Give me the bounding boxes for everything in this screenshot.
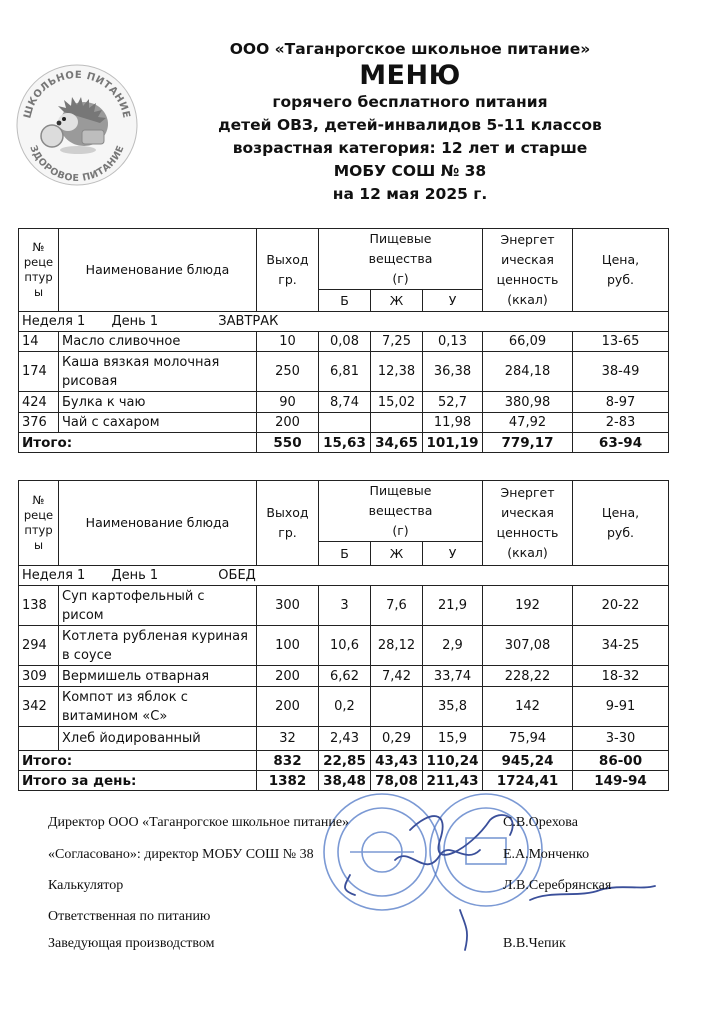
- energy-header: Энергет ическая ценность (ккал): [483, 481, 573, 566]
- day-total-row: Итого за день: 1382 38,48 78,08 211,43 1724,41 149-94: [19, 771, 669, 791]
- carbs-header: У: [423, 542, 483, 566]
- breakfast-total-row: Итого: 550 15,63 34,65 101,19 779,17 63-94: [19, 433, 669, 453]
- signature-role: Заведующая производством: [48, 936, 215, 951]
- dish-name-header: Наименование блюда: [59, 229, 257, 312]
- table-row: 294 Котлета рубленая куриная в соусе 100 10,6 28,12 2,9 307,08 34-25: [19, 626, 669, 666]
- signature-person: С.В.Орехова: [503, 815, 578, 830]
- yield-header: Выход гр.: [257, 481, 319, 566]
- dish-name-header: Наименование блюда: [59, 481, 257, 566]
- table-row: 342 Компот из яблок с витамином «С» 200 0,2 35,8 142 9-91: [19, 687, 669, 727]
- signature-row: [48, 878, 688, 898]
- signature-role: Директор ООО «Таганрогское школьное питание»: [48, 815, 350, 830]
- school-name: МОБУ СОШ № 38: [333, 162, 487, 180]
- day-label: День 1: [111, 314, 159, 329]
- signature-row: [48, 936, 688, 956]
- yield-header: Выход гр.: [257, 229, 319, 312]
- organization-name: ООО «Таганрогское школьное питание»: [229, 40, 591, 58]
- lunch-table: [18, 480, 669, 791]
- table-row: 14 Масло сливочное 10 0,08 7,25 0,13 66,09 13-65: [19, 332, 669, 352]
- signature-row: [48, 815, 688, 835]
- table-row: 309 Вермишель отварная 200 6,62 7,42 33,74 228,22 18-32: [19, 666, 669, 687]
- nutrients-header: Пищевые вещества (г): [319, 229, 483, 290]
- school-nutrition-logo: [14, 62, 140, 188]
- signature-row: [48, 909, 688, 929]
- fat-header: Ж: [371, 290, 423, 312]
- signature-role: Ответственная по питанию: [48, 909, 211, 924]
- meal-label: ЗАВТРАК: [218, 314, 279, 329]
- week-label: Неделя 1: [22, 314, 86, 329]
- price-header: Цена, руб.: [573, 481, 669, 566]
- subtitle-line-3: возрастная категория: 12 лет и старше: [232, 139, 588, 157]
- energy-header: Энергет ическая ценность (ккал): [483, 229, 573, 312]
- table-row: 138 Суп картофельный с рисом 300 3 7,6 21,9 192 20-22: [19, 586, 669, 626]
- menu-date: на 12 мая 2025 г.: [332, 185, 488, 203]
- signature-row: [48, 847, 688, 867]
- table-row: Хлеб йодированный 32 2,43 0,29 15,9 75,94 3-30: [19, 727, 669, 751]
- price-header: Цена, руб.: [573, 229, 669, 312]
- logo-bottom-text: ЗДОРОВОЕ ПИТАНИЕ: [27, 143, 127, 185]
- protein-header: Б: [319, 542, 371, 566]
- week-label: Неделя 1: [22, 568, 86, 583]
- lunch-section-row: [19, 566, 669, 586]
- signature-person: Е.А.Монченко: [503, 847, 590, 862]
- document-header: [150, 40, 670, 206]
- logo-top-text: ШКОЛЬНОЕ ПИТАНИЕ: [22, 69, 132, 120]
- protein-header: Б: [319, 290, 371, 312]
- carbs-header: У: [423, 290, 483, 312]
- signature-role: «Согласовано»: директор МОБУ СОШ № 38: [48, 847, 314, 862]
- recipe-number-header: № реце птур ы: [19, 481, 59, 566]
- day-label: День 1: [111, 568, 159, 583]
- signature-person: В.В.Чепик: [503, 936, 566, 951]
- meal-label: ОБЕД: [218, 568, 256, 583]
- table-row: 376 Чай с сахаром 200 11,98 47,92 2-83: [19, 413, 669, 433]
- document-title: МЕНЮ: [359, 60, 461, 91]
- subtitle-line-1: горячего бесплатного питания: [272, 93, 548, 111]
- recipe-number-header: № реце птур ы: [19, 229, 59, 312]
- table-row: 174 Каша вязкая молочная рисовая 250 6,81 12,38 36,38 284,18 38-49: [19, 352, 669, 392]
- nutrients-header: Пищевые вещества (г): [319, 481, 483, 542]
- breakfast-table: [18, 228, 669, 453]
- signature-role: Калькулятор: [48, 878, 124, 893]
- fat-header: Ж: [371, 542, 423, 566]
- lunch-total-row: Итого: 832 22,85 43,43 110,24 945,24 86-00: [19, 751, 669, 771]
- signature-person: Л.В.Серебрянская: [503, 878, 612, 893]
- subtitle-line-2: детей ОВЗ, детей-инвалидов 5-11 классов: [218, 116, 602, 134]
- breakfast-section-row: [19, 312, 669, 332]
- table-row: 424 Булка к чаю 90 8,74 15,02 52,7 380,98 8-97: [19, 392, 669, 413]
